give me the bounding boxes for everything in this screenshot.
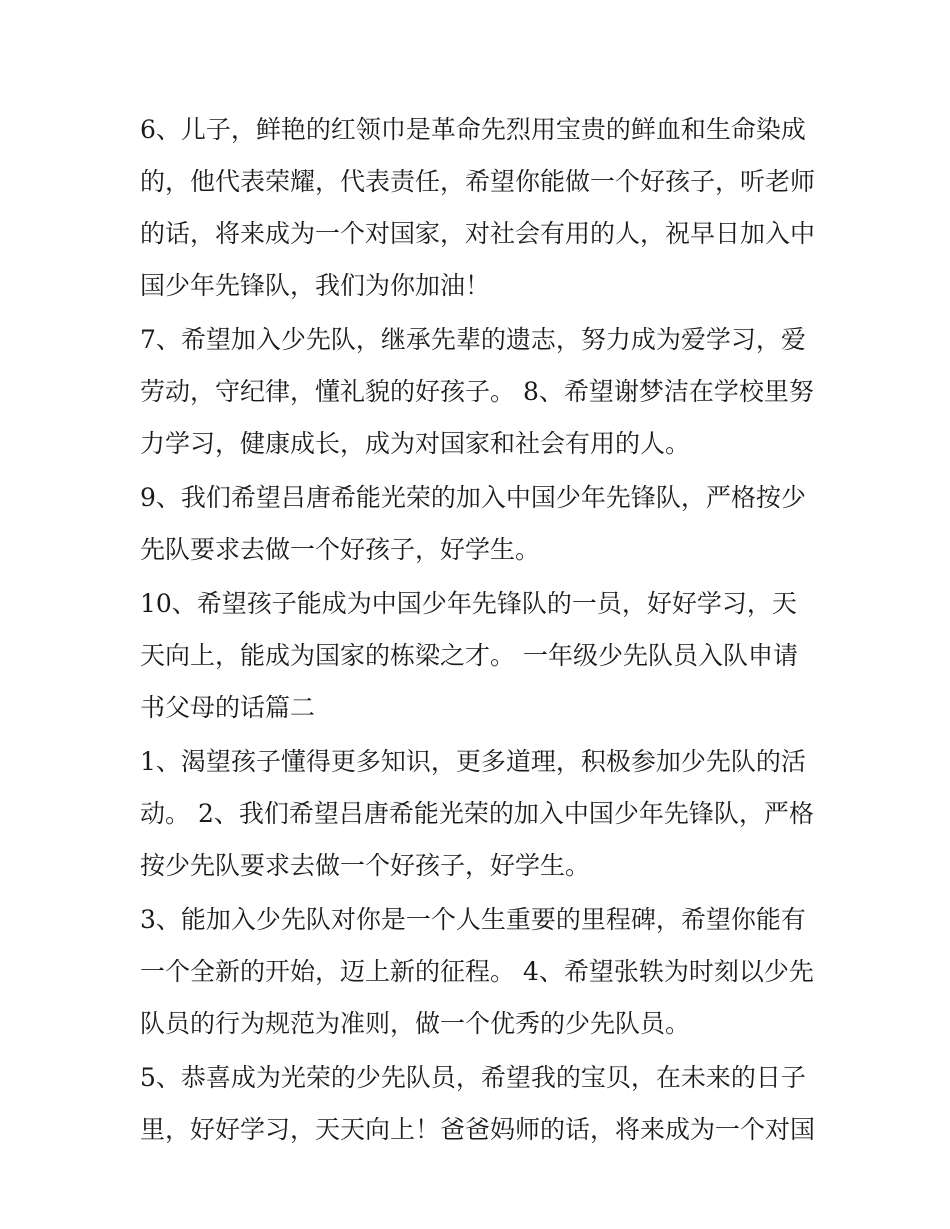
- paragraph-3-4: 3、能加入少先队对你是一个人生重要的里程碑，希望你能有一个全新的开始，迈上新的征程。 4、希望张轶为时刻以少先队员的行为规范为准则，做一个优秀的少先队员。: [140, 905, 814, 1038]
- paragraph-1-2: 1、渴望孩子懂得更多知识，更多道理，积极参加少先队的活动。 2、我们希望吕唐希能光荣的加入中国少年先锋队，严格按少先队要求去做一个好孩子，好学生。: [140, 747, 814, 880]
- paragraph-5: 5、恭喜成为光荣的少先队员，希望我的宝贝，在未来的日子里，好好学习，天天向上！爸爸妈师的话，将来成为一个对国: [140, 1063, 816, 1144]
- paragraph-9: 9、我们希望吕唐希能光荣的加入中国少年先锋队，严格按少先队要求去做一个好孩子，好学生。: [140, 483, 806, 564]
- paragraph-10-heading: 10、希望孩子能成为中国少年先锋队的一员，好好学习，天天向上，能成为国家的栋梁之才。 一年级少先队员入队申请书父母的话篇二: [140, 589, 798, 722]
- paragraph-7-8: 7、希望加入少先队，继承先辈的遗志，努力成为爱学习，爱劳动，守纪律，懂礼貌的好孩子。 8、希望谢梦洁在学校里努力学习，健康成长，成为对国家和社会有用的人。: [140, 325, 814, 458]
- document-body: [140, 104, 820, 1158]
- paragraph-6: 6、儿子，鲜艳的红领巾是革命先烈用宝贵的鲜血和生命染成的，他代表荣耀，代表责任，希望你能做一个好孩子，听老师的话，将来成为一个对国家，对社会有用的人，祝早日加入中国少年先锋队，我们为你加油！: [140, 115, 816, 300]
